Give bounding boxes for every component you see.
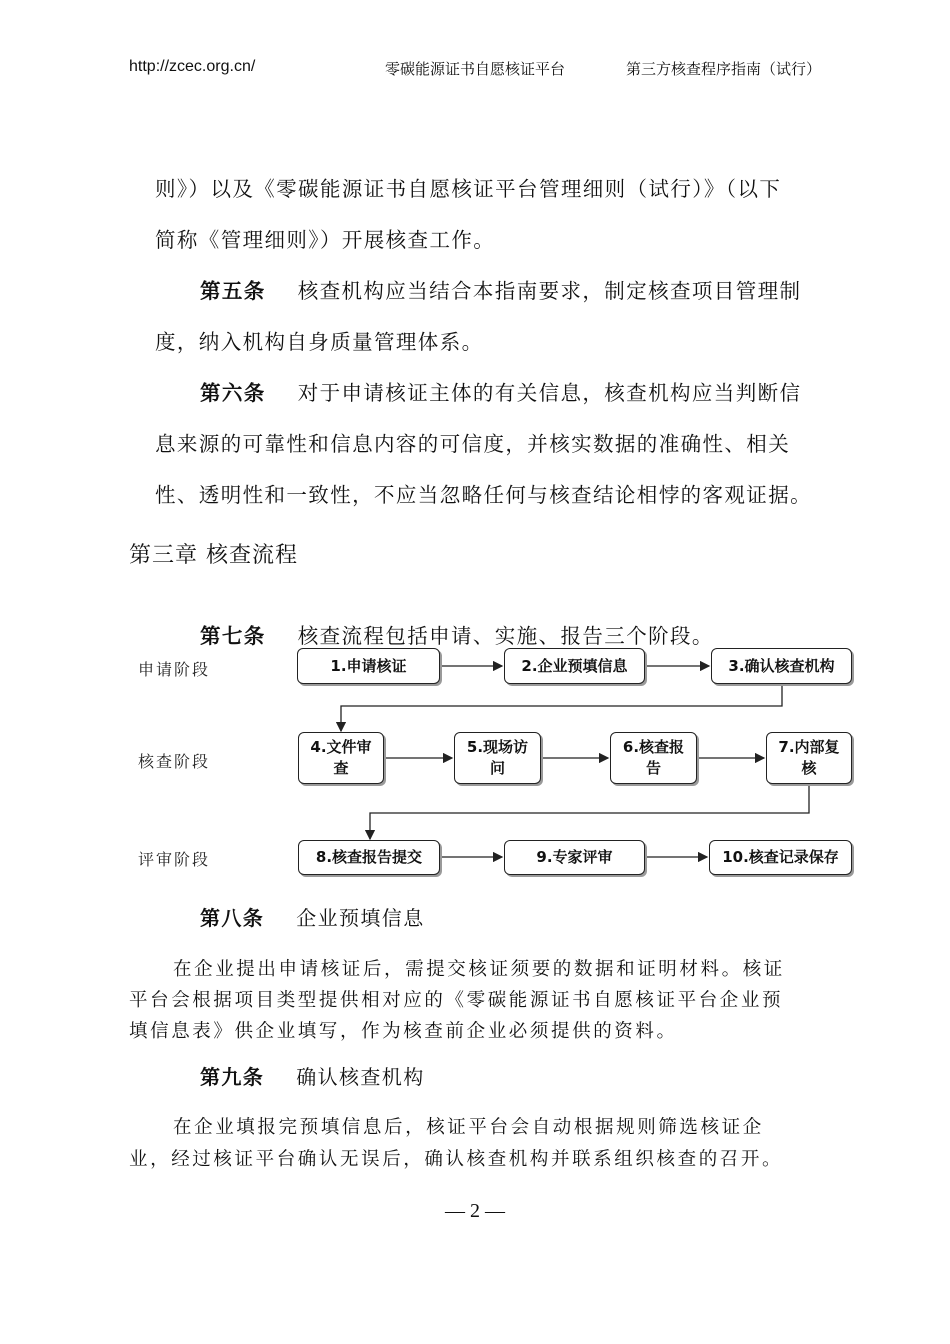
flow-step-7: 7.内部复 核: [766, 732, 852, 784]
stage-label-apply: 申请阶段: [138, 660, 211, 679]
article-8-title: 企业预填信息: [296, 906, 425, 930]
flow-step-1: 1.申请核证: [297, 648, 440, 684]
article-8-paragraph-line: 填信息表》供企业填写，作为核查前企业必须提供的资料。: [129, 1021, 678, 1042]
article-8-paragraph-line: 在企业提出申请核证后，需提交核证须要的数据和证明材料。核证: [173, 959, 785, 980]
article-6-text: 对于申请核证主体的有关信息，核查机构应当判断信: [297, 381, 802, 405]
paragraph-line: 简称《管理细则》）开展核查工作。: [155, 228, 496, 252]
article-9-title: 确认核查机构: [296, 1065, 425, 1089]
arrow-3-to-4: [341, 686, 782, 731]
article-9-paragraph-line: 在企业填报完预填信息后，核证平台会自动根据规则筛选核证企: [173, 1117, 764, 1138]
arrow-7-to-8: [370, 785, 809, 839]
flow-step-10: 10.核查记录保存: [709, 840, 852, 875]
article-7-text: 核查流程包括申请、实施、报告三个阶段。: [297, 624, 714, 648]
article-8-label: 第八条: [200, 906, 265, 930]
article-6-line: 息来源的可靠性和信息内容的可信度，并核实数据的准确性、相关: [155, 432, 791, 456]
article-6-line: 性、透明性和一致性，不应当忽略任何与核查结论相悖的客观证据。: [155, 483, 812, 507]
stage-label-review: 评审阶段: [138, 850, 211, 869]
article-9-label: 第九条: [200, 1065, 265, 1089]
header-url: http://zcec.org.cn/: [129, 58, 256, 75]
header-platform-name: 零碳能源证书自愿核证平台: [385, 60, 566, 78]
article-9-heading: [200, 1061, 425, 1090]
chapter-heading: 第三章 核查流程: [129, 543, 298, 568]
article-6-label: 第六条: [200, 381, 266, 405]
flow-step-3: 3.确认核查机构: [711, 648, 852, 684]
article-8-heading: [200, 902, 425, 931]
article-5-text: 核查机构应当结合本指南要求，制定核查项目管理制: [297, 279, 802, 303]
flow-step-9: 9.专家评审: [504, 840, 645, 875]
article-7-label: 第七条: [200, 624, 266, 648]
stage-label-verify: 核查阶段: [138, 752, 211, 771]
article-9-paragraph-line: 业，经过核证平台确认无误后，确认核查机构并联系组织核查的召开。: [129, 1149, 784, 1170]
flow-step-5: 5.现场访 问: [454, 732, 541, 784]
paragraph-line: 则》）以及《零碳能源证书自愿核证平台管理细则（试行）》（以下: [155, 177, 782, 201]
article-5-line: 度，纳入机构自身质量管理体系。: [155, 330, 484, 354]
flow-step-2: 2.企业预填信息: [504, 648, 645, 684]
flow-step-4: 4.文件审 查: [298, 732, 384, 784]
header-document-title: 第三方核查程序指南（试行）: [626, 60, 822, 78]
article-5-label: 第五条: [200, 279, 266, 303]
flow-step-6: 6.核查报 告: [610, 732, 697, 784]
article-8-paragraph-line: 平台会根据项目类型提供相对应的《零碳能源证书自愿核证平台企业预: [129, 990, 784, 1011]
flow-step-8: 8.核查报告提交: [298, 840, 440, 875]
page-number: — 2 —: [445, 1200, 505, 1222]
